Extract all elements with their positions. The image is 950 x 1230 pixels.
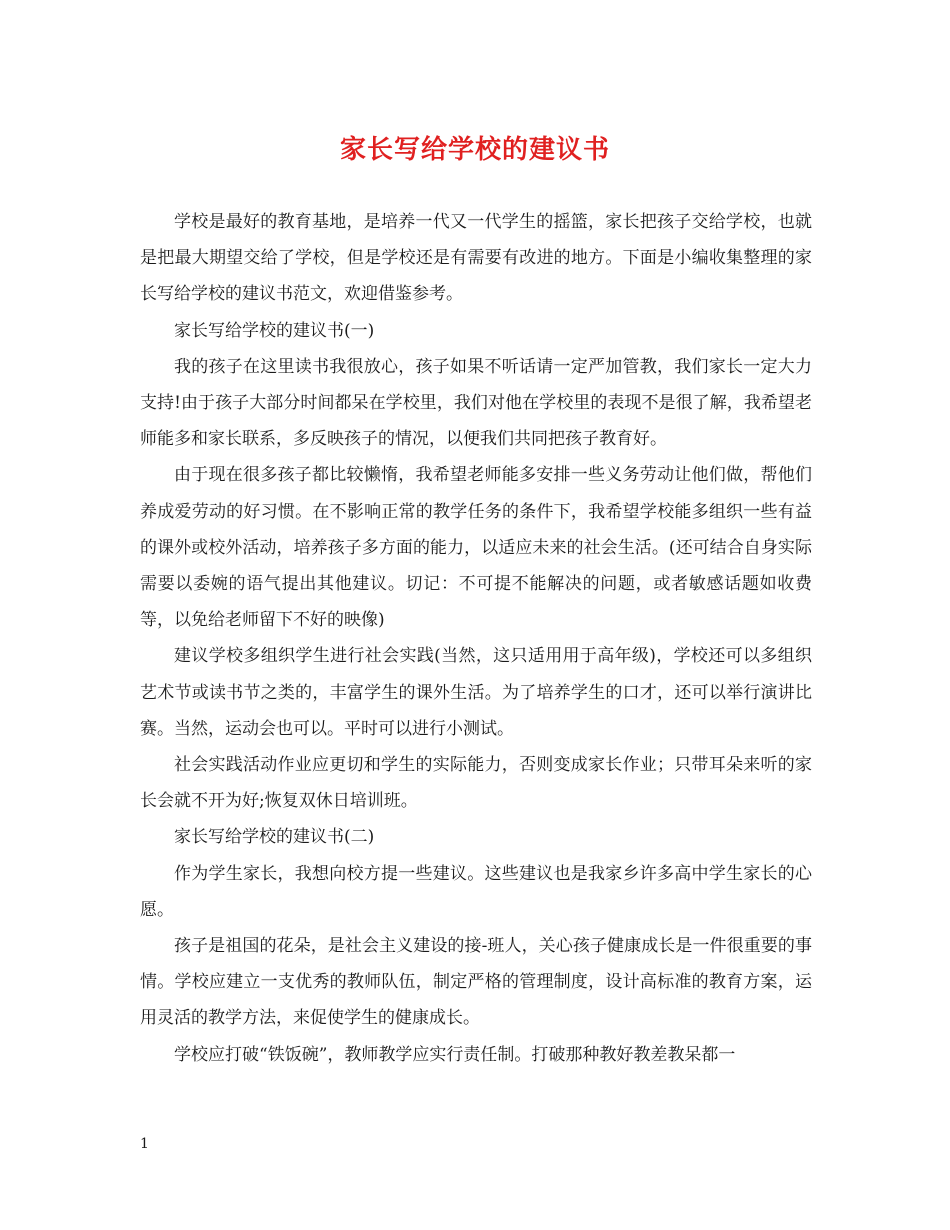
- section-heading-2: 家长写给学校的建议书(二): [174, 827, 375, 848]
- paragraph: 学校应打破“铁饭碗”，教师教学应实行责任制。打破那种教好教差教呆都一: [174, 1044, 736, 1065]
- paragraph: 我的孩子在这里读书我很放心，孩子如果不听话请一定严加管教，我们家长一定大力支持!由于孩子大部分时间都呆在学校里，我们对他在学校里的表现不是很了解，我希望老师能多和家长联系，多反映孩子的情况，以便我们共同把孩子教育好。: [140, 356, 812, 450]
- paragraph: 孩子是祖国的花朵，是社会主义建设的接-班人，关心孩子健康成长是一件很重要的事情。学校应建立一支优秀的教师队伍，制定严格的管理制度，设计高标准的教育方案，运用灵活的教学方法，来促使学生的健康成长。: [140, 936, 812, 1029]
- section-heading-1: 家长写给学校的建议书(一): [174, 320, 375, 341]
- paragraph: 由于现在很多孩子都比较懒惰，我希望老师能多安排一些义务劳动让他们做，帮他们养成爱劳动的好习惯。在不影响正常的教学任务的条件下，我希望学校能多组织一些有益的课外或校外活动，培养孩子多方面的能力，以适应未来的社会生活。(还可结合自身实际需要以委婉的语气提出其他建议。切记：不可提不能解决的问题，或者敏感话题如收费等，以免给老师留下不好的映像): [140, 465, 812, 631]
- paragraph: 建议学校多组织学生进行社会实践(当然，这只适用用于高年级)，学校还可以多组织艺术节或读书节之类的，丰富学生的课外生活。为了培养学生的口才，还可以举行演讲比赛。当然，运动会也可以。平时可以进行小测试。: [140, 646, 812, 739]
- page-number: 1: [140, 1136, 149, 1152]
- document-title: 家长写给学校的建议书: [339, 135, 610, 165]
- paragraph: 作为学生家长，我想向校方提一些建议。这些建议也是我家乡许多高中学生家长的心愿。: [140, 863, 812, 920]
- document-body: [140, 204, 812, 1073]
- paragraph: 社会实践活动作业应更切和学生的实际能力，否则变成家长作业；只带耳朵来听的家长会就不开为好;恢复双休日培训班。: [140, 755, 812, 812]
- paragraph-intro: 学校是最好的教育基地，是培养一代又一代学生的摇篮，家长把孩子交给学校，也就是把最大期望交给了学校，但是学校还是有需要有改进的地方。下面是小编收集整理的家长写给学校的建议书范文，欢迎借鉴参考。: [140, 212, 812, 305]
